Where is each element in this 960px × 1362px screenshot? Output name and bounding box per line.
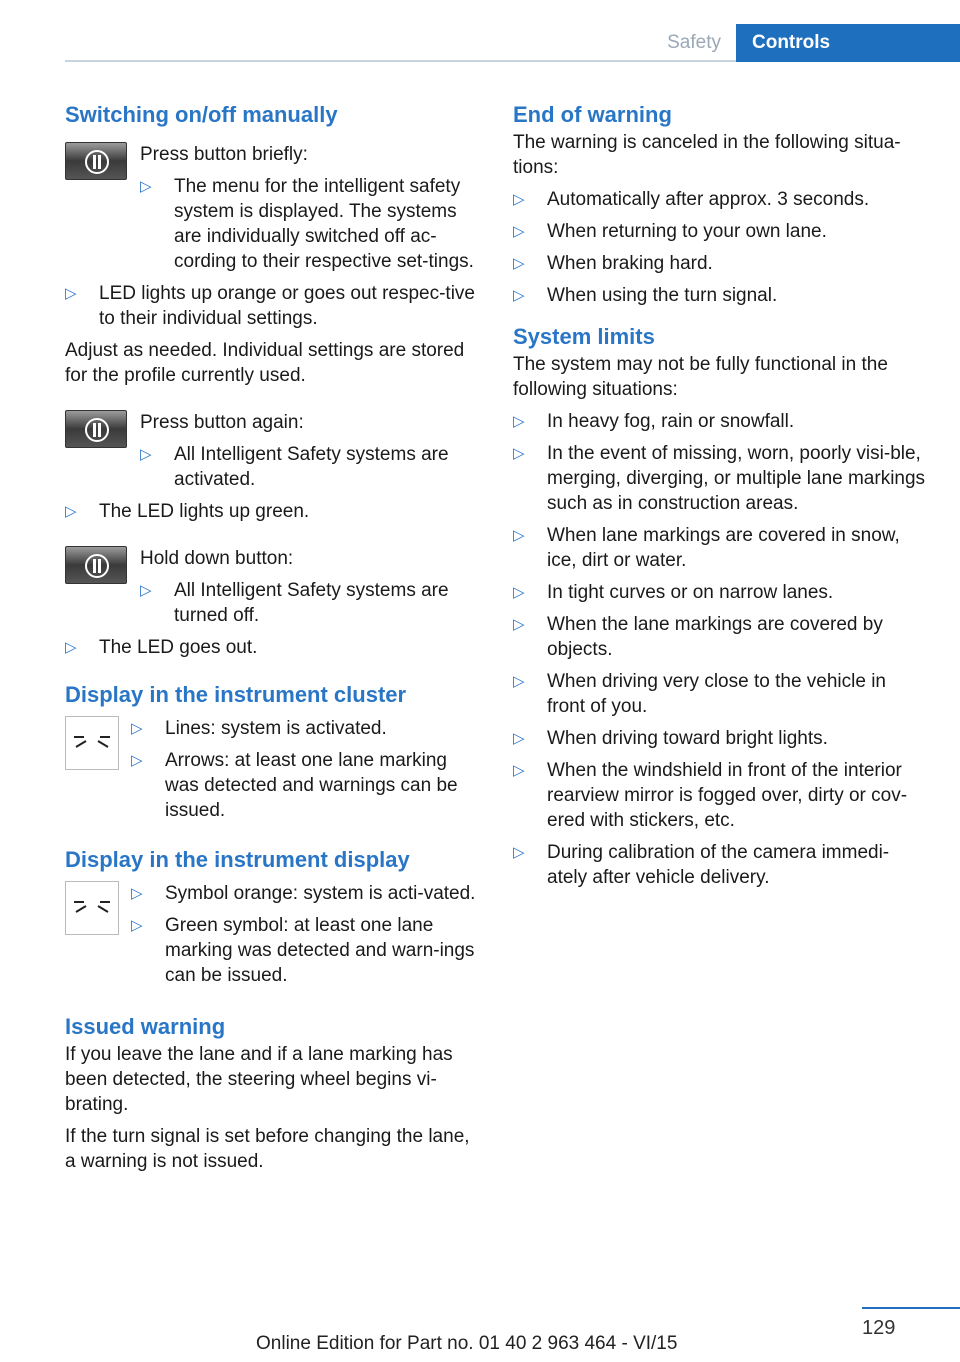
list-item: ▷ Symbol orange: system is acti-vated. bbox=[131, 883, 476, 904]
button-row-again bbox=[65, 410, 480, 492]
triangle-bullet-icon: ▷ bbox=[513, 255, 525, 272]
footer-edition: Online Edition for Part no. 01 40 2 963 464 - VI/15 bbox=[256, 1333, 678, 1354]
list-item: ▷ When returning to your own lane. bbox=[513, 221, 827, 242]
list-item: ▷ When driving very close to the vehicle in front of you. bbox=[513, 671, 886, 717]
footer-rule bbox=[862, 1307, 960, 1309]
safety-button-icon bbox=[65, 142, 127, 180]
triangle-bullet-icon: ▷ bbox=[513, 844, 525, 861]
heading-display: Display in the instrument display bbox=[65, 847, 410, 872]
triangle-bullet-icon: ▷ bbox=[140, 178, 152, 195]
heading-issued: Issued warning bbox=[65, 1014, 226, 1039]
right-column bbox=[513, 100, 928, 897]
triangle-bullet-icon: ▷ bbox=[513, 527, 525, 544]
list-item: ▷ All Intelligent Safety systems are turned off. bbox=[140, 580, 449, 626]
list-item: ▷ The menu for the intelligent safety system is displayed. The systems are individually switched off ac-cording to their respective set-tings. bbox=[140, 176, 474, 272]
issued-text-1: If you leave the lane and if a lane marking has been detected, the steering wheel begins vi-brating. bbox=[65, 1044, 453, 1115]
safety-button-icon bbox=[65, 546, 127, 584]
lane-lines-icon bbox=[65, 716, 119, 770]
list-item: ▷ In tight curves or on narrow lanes. bbox=[513, 582, 834, 603]
triangle-bullet-icon: ▷ bbox=[513, 223, 525, 240]
heading-limits: System limits bbox=[513, 324, 655, 349]
list-item: ▷ When braking hard. bbox=[513, 253, 713, 274]
triangle-bullet-icon: ▷ bbox=[513, 584, 525, 601]
left-column bbox=[65, 100, 480, 1181]
triangle-bullet-icon: ▷ bbox=[65, 639, 77, 656]
triangle-bullet-icon: ▷ bbox=[513, 673, 525, 690]
triangle-bullet-icon: ▷ bbox=[65, 503, 77, 520]
limits-intro: The system may not be fully functional in the following situations: bbox=[513, 354, 888, 400]
list-item: ▷ Green symbol: at least one lane marking was detected and warn-ings can be issued. bbox=[131, 915, 475, 986]
triangle-bullet-icon: ▷ bbox=[131, 885, 143, 902]
triangle-bullet-icon: ▷ bbox=[131, 720, 143, 737]
safety-button-icon bbox=[65, 410, 127, 448]
list-item: ▷ The LED goes out. bbox=[65, 637, 258, 658]
triangle-bullet-icon: ▷ bbox=[513, 191, 525, 208]
triangle-bullet-icon: ▷ bbox=[513, 730, 525, 747]
heading-switching: Switching on/off manually bbox=[65, 102, 338, 127]
press-again-text: Press button again: bbox=[140, 412, 304, 433]
list-item: ▷ When lane markings are covered in snow, ice, dirt or water. bbox=[513, 525, 900, 571]
list-item: ▷ When the lane markings are covered by objects. bbox=[513, 614, 883, 660]
display-row bbox=[65, 881, 480, 988]
lane-lines-icon bbox=[65, 881, 119, 935]
page-number: 129 bbox=[862, 1317, 896, 1339]
list-item: ▷ In the event of missing, worn, poorly visi-ble, merging, diverging, or multiple lane markings such as in construction areas. bbox=[513, 443, 926, 514]
triangle-bullet-icon: ▷ bbox=[513, 762, 525, 779]
adjust-text: Adjust as needed. Individual settings are stored for the profile currently used. bbox=[65, 340, 465, 386]
triangle-bullet-icon: ▷ bbox=[140, 446, 152, 463]
tab-safety[interactable]: Safety bbox=[667, 32, 721, 53]
triangle-bullet-icon: ▷ bbox=[65, 285, 77, 302]
list-item: ▷ LED lights up orange or goes out respec-tive to their individual settings. bbox=[65, 283, 475, 329]
heading-end: End of warning bbox=[513, 102, 672, 127]
list-item: ▷ Lines: system is activated. bbox=[131, 718, 387, 739]
list-item: ▷ During calibration of the camera immedi-ately after vehicle delivery. bbox=[513, 842, 890, 888]
tab-controls[interactable]: Controls bbox=[736, 24, 960, 62]
button-row-briefly bbox=[65, 142, 480, 274]
list-item: ▷ All Intelligent Safety systems are activated. bbox=[140, 444, 449, 490]
press-briefly-text: Press button briefly: bbox=[140, 144, 308, 165]
list-item: ▷ When driving toward bright lights. bbox=[513, 728, 828, 749]
triangle-bullet-icon: ▷ bbox=[131, 752, 143, 769]
list-item: ▷ When using the turn signal. bbox=[513, 285, 778, 306]
triangle-bullet-icon: ▷ bbox=[513, 413, 525, 430]
list-item: ▷ Automatically after approx. 3 seconds. bbox=[513, 189, 870, 210]
issued-text-2: If the turn signal is set before changing the lane, a warning is not issued. bbox=[65, 1126, 470, 1172]
triangle-bullet-icon: ▷ bbox=[131, 917, 143, 934]
triangle-bullet-icon: ▷ bbox=[513, 287, 525, 304]
list-item: ▷ The LED lights up green. bbox=[65, 501, 310, 522]
list-item: ▷ In heavy fog, rain or snowfall. bbox=[513, 411, 795, 432]
cluster-row bbox=[65, 716, 480, 823]
triangle-bullet-icon: ▷ bbox=[513, 616, 525, 633]
list-item: ▷ When the windshield in front of the interior rearview mirror is fogged over, dirty or cov-ered with stickers, etc. bbox=[513, 760, 908, 831]
button-row-hold bbox=[65, 546, 480, 628]
list-item: ▷ Arrows: at least one lane marking was detected and warnings can be issued. bbox=[131, 750, 458, 821]
triangle-bullet-icon: ▷ bbox=[140, 582, 152, 599]
triangle-bullet-icon: ▷ bbox=[513, 445, 525, 462]
hold-down-text: Hold down button: bbox=[140, 548, 294, 569]
end-intro: The warning is canceled in the following situa-tions: bbox=[513, 132, 901, 178]
heading-cluster: Display in the instrument cluster bbox=[65, 682, 407, 707]
